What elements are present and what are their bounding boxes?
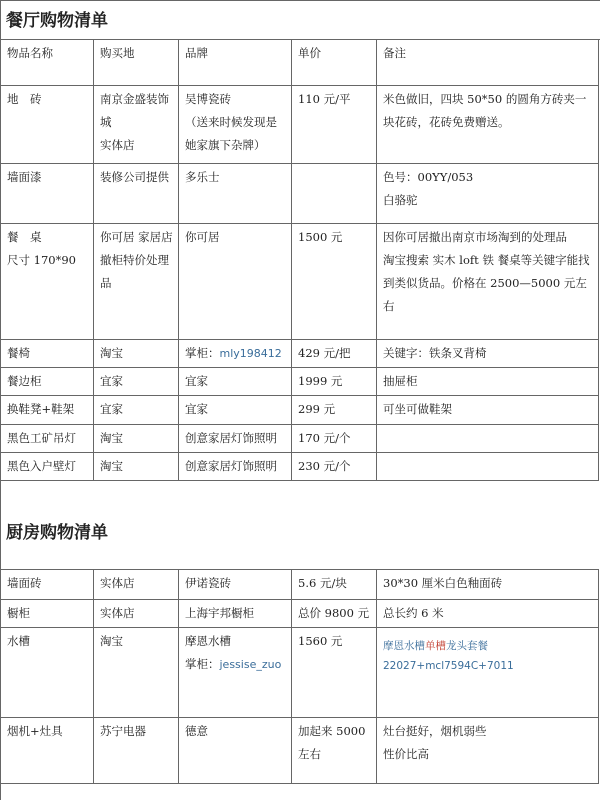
- cell-item: 水槽: [1, 628, 94, 718]
- cell-price: 429 元/把: [292, 340, 377, 368]
- keyword-b: 单槽: [425, 640, 446, 652]
- cell-brand: 上海宇邦橱柜: [179, 600, 292, 628]
- cell-note: 可坐可做鞋架: [377, 396, 599, 425]
- item-text: 餐 桌 尺寸 170*90: [7, 230, 76, 267]
- place-text: 你可居 家居店 撤柜特价处理品: [100, 230, 173, 290]
- cell-note: [377, 453, 599, 481]
- table-row: [1, 368, 599, 396]
- cell-item: 墙面砖: [1, 570, 94, 600]
- cell-item: 橱柜: [1, 600, 94, 628]
- cell-note: 关键字：铁条叉背椅: [377, 340, 599, 368]
- cell-place: 宜家: [94, 396, 179, 425]
- product-model: 22027+mcl7594C+7011: [383, 660, 514, 672]
- cell-note: [377, 718, 599, 784]
- cell-note: 30*30 厘米白色釉面砖: [377, 570, 599, 600]
- header-place: 购买地: [94, 40, 179, 86]
- cell-item: 烟机+灶具: [1, 718, 94, 784]
- cell-place: [94, 224, 179, 340]
- table-header-row: [1, 40, 599, 86]
- table-row: [1, 628, 599, 718]
- cell-brand: [179, 628, 292, 718]
- place-text: 南京金盛装饰城 实体店: [100, 92, 169, 152]
- cell-price: 110 元/平: [292, 86, 377, 164]
- shopkeeper-id: mly198412: [219, 347, 282, 360]
- shopkeeper-label: 掌柜：: [185, 657, 220, 671]
- header-brand: 品牌: [179, 40, 292, 86]
- note-text: 灶台挺好，烟机弱些 性价比高: [383, 724, 487, 761]
- cell-price: 5.6 元/块: [292, 570, 377, 600]
- cell-price: 1999 元: [292, 368, 377, 396]
- dining-table: [0, 39, 599, 481]
- cell-brand: 伊诺瓷砖: [179, 570, 292, 600]
- dining-list-title: 餐厅购物清单: [0, 0, 600, 40]
- item-name: 地 砖: [7, 92, 42, 106]
- kitchen-table: [0, 569, 599, 784]
- table-row: [1, 340, 599, 368]
- table-row: [1, 86, 599, 164]
- cell-price: 299 元: [292, 396, 377, 425]
- product-keywords: [383, 636, 594, 656]
- table-row: [1, 453, 599, 481]
- shopkeeper: [185, 653, 287, 676]
- note-text: 色号：00YY/053 白骆驼: [383, 170, 474, 207]
- table-row: [1, 718, 599, 784]
- cell-item: 墙面漆: [1, 164, 94, 224]
- cell-item: [1, 86, 94, 164]
- cell-price: [292, 164, 377, 224]
- cell-item: 餐边柜: [1, 368, 94, 396]
- header-price: 单价: [292, 40, 377, 86]
- cell-place: 淘宝: [94, 453, 179, 481]
- cell-price: 总价 9800 元: [292, 600, 377, 628]
- cell-place: 实体店: [94, 570, 179, 600]
- cell-note: 米色做旧，四块 50*50 的圆角方砖夹一块花砖，花砖免费赠送。: [377, 86, 599, 164]
- cell-place: 淘宝: [94, 340, 179, 368]
- table-row: [1, 164, 599, 224]
- cell-price: 加起来 5000 左右: [292, 718, 377, 784]
- cell-place: 装修公司提供: [94, 164, 179, 224]
- shopkeeper-id: jessise_zuo: [219, 658, 282, 671]
- cell-brand: [179, 86, 292, 164]
- kitchen-list-title: 厨房购物清单: [6, 523, 108, 543]
- cell-brand: 创意家居灯饰照明: [179, 453, 292, 481]
- cell-price: 230 元/个: [292, 453, 377, 481]
- cell-brand: 多乐士: [179, 164, 292, 224]
- cell-brand: 宜家: [179, 396, 292, 425]
- cell-place: [94, 86, 179, 164]
- cell-brand: 宜家: [179, 368, 292, 396]
- cell-place: 淘宝: [94, 425, 179, 453]
- cell-item: 餐椅: [1, 340, 94, 368]
- table-row: [1, 224, 599, 340]
- keyword-c: 龙头套餐: [446, 640, 488, 652]
- cell-note: [377, 224, 599, 340]
- cell-brand: 德意: [179, 718, 292, 784]
- cell-item: 黑色入户壁灯: [1, 453, 94, 481]
- cell-place: 淘宝: [94, 628, 179, 718]
- note-text: 因你可居撤出南京市场淘到的处理品 淘宝搜索 实木 loft 铁 餐桌等关键字能找到类似货品。价格在 2500—5000 元左右: [383, 230, 590, 313]
- cell-note: [377, 164, 599, 224]
- cell-place: 实体店: [94, 600, 179, 628]
- cell-brand: [179, 340, 292, 368]
- cell-price: 170 元/个: [292, 425, 377, 453]
- cell-note: 总长约 6 米: [377, 600, 599, 628]
- shopkeeper-label: 掌柜：: [185, 346, 220, 360]
- cell-place: 宜家: [94, 368, 179, 396]
- cell-note: [377, 425, 599, 453]
- cell-item: [1, 224, 94, 340]
- header-item: 物品名称: [1, 40, 94, 86]
- table-row: [1, 570, 599, 600]
- table-row: [1, 600, 599, 628]
- cell-brand: 你可居: [179, 224, 292, 340]
- cell-price: 1500 元: [292, 224, 377, 340]
- cell-item: 黑色工矿吊灯: [1, 425, 94, 453]
- table-row: [1, 396, 599, 425]
- keyword-a: 摩恩水槽: [383, 640, 425, 652]
- cell-item: 换鞋凳+鞋架: [1, 396, 94, 425]
- cell-note: [377, 628, 599, 718]
- brand-text: 吴博瓷砖 （送来时候发现是她家旗下杂牌）: [185, 92, 277, 152]
- cell-note: 抽屉柜: [377, 368, 599, 396]
- cell-place: 苏宁电器: [94, 718, 179, 784]
- table-row: [1, 425, 599, 453]
- cell-brand: 创意家居灯饰照明: [179, 425, 292, 453]
- header-note: 备注: [377, 40, 599, 86]
- brand-text: 摩恩水槽: [185, 634, 231, 648]
- cell-price: 1560 元: [292, 628, 377, 718]
